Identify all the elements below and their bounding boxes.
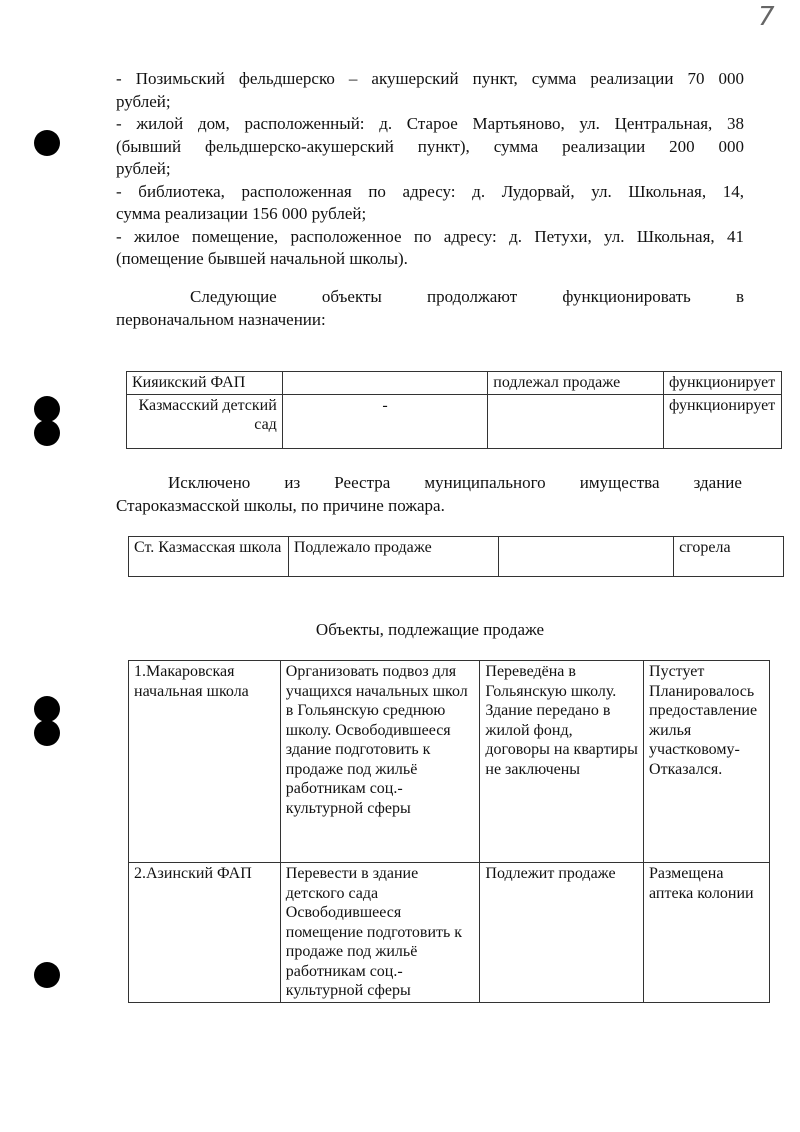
sale-table — [128, 660, 770, 1003]
excluded-word: муниципального — [424, 473, 546, 492]
list-line: - жилой дом, расположенный: д. Старое Мартьяново, ул. Центральная, 38 — [116, 114, 744, 133]
binder-hole — [34, 696, 60, 722]
table-row — [127, 394, 782, 448]
page-number-mark: 7 — [758, 2, 775, 32]
table-cell — [282, 372, 487, 395]
table-cell: Организовать подвоз для учащихся начальных школ в Гольянскую среднюю школу. Освободившееся здание подготовить к продаже под жильё работникам соц.- культурной сферы — [280, 661, 480, 863]
list-item — [116, 113, 744, 181]
table-cell: Пустует Планировалось предоставление жилья участковому- Отказался. — [644, 661, 770, 863]
binder-hole — [34, 962, 60, 988]
intro-word: в — [735, 287, 744, 306]
list-line: - жилое помещение, расположенное по адресу: д. Петухи, ул. Школьная, 41 — [116, 226, 744, 246]
list-item — [116, 181, 744, 226]
excluded-line — [116, 472, 742, 495]
table-row — [129, 863, 770, 1003]
functioning-table — [126, 371, 782, 449]
intro-word: функционировать — [562, 287, 691, 306]
table-cell: Переведёна в Гольянскую школу. Здание передано в жилой фонд, договоры на квартиры не заключены — [480, 661, 644, 863]
table-cell: Казмасский детский сад — [127, 394, 283, 448]
sale-caption: Объекты, подлежащие продаже — [315, 620, 545, 639]
list-line: - библиотека, расположенная по адресу: д. Лудорвай, ул. Школьная, 14, — [116, 181, 744, 201]
excluded-word: Исключено — [168, 473, 251, 492]
list-line: сумма реализации 156 000 рублей; — [116, 204, 367, 223]
intro-word: продолжают — [427, 287, 518, 306]
list-line: рублей; — [116, 91, 171, 111]
intro-word: объекты — [321, 287, 382, 306]
intro-line: первоначальном назначении: — [116, 309, 326, 329]
table-row — [129, 537, 784, 577]
list-line: (помещение бывшей начальной школы). — [116, 249, 408, 268]
list-item — [116, 68, 744, 113]
table-cell: - — [282, 394, 487, 448]
table-cell: 2.Азинский ФАП — [129, 863, 281, 1003]
table-row — [127, 372, 782, 395]
binder-hole — [34, 420, 60, 446]
excluded-word: имущества — [579, 473, 660, 492]
binder-hole — [34, 130, 60, 156]
list-line: рублей; — [116, 159, 171, 178]
binder-hole — [34, 396, 60, 422]
table-cell: подлежал продаже — [488, 372, 664, 395]
excluded-word: здание — [693, 473, 742, 492]
list-item — [116, 226, 744, 271]
table-cell: Кияикский ФАП — [127, 372, 283, 395]
table-cell — [498, 537, 674, 577]
list-line: (бывший фельдшерско-акушерский пункт), сумма реализации 200 000 — [116, 136, 744, 156]
intro-line — [116, 286, 744, 309]
binder-hole — [34, 720, 60, 746]
excluded-word: Реестра — [334, 473, 391, 492]
sold-objects-list — [116, 68, 744, 271]
table-cell: Подлежало продаже — [288, 537, 498, 577]
functioning-intro — [116, 286, 744, 331]
excluded-paragraph — [116, 472, 742, 517]
intro-word: Следующие — [190, 287, 277, 306]
table-cell: функционирует — [663, 372, 781, 395]
excluded-word: из — [284, 473, 301, 492]
table-row — [129, 661, 770, 863]
table-cell: Перевести в здание детского сада Освободившееся помещение подготовить к продаже под жильё работникам соц.- культурной сферы — [280, 863, 480, 1003]
excluded-table — [128, 536, 784, 577]
table-cell: сгорела — [674, 537, 784, 577]
table-cell — [488, 394, 664, 448]
table-cell: 1.Макаровская начальная школа — [129, 661, 281, 863]
list-line: - Позимьский фельдшерско – акушерский пункт, сумма реализации 70 000 — [116, 69, 744, 88]
table-cell: Подлежит продаже — [480, 863, 644, 1003]
table-cell: функционирует — [663, 394, 781, 448]
excluded-line: Старoказмасской школы, по причине пожара. — [116, 495, 445, 515]
table-cell: Размещена аптека колонии — [644, 863, 770, 1003]
table-cell: Ст. Казмасская школа — [129, 537, 289, 577]
